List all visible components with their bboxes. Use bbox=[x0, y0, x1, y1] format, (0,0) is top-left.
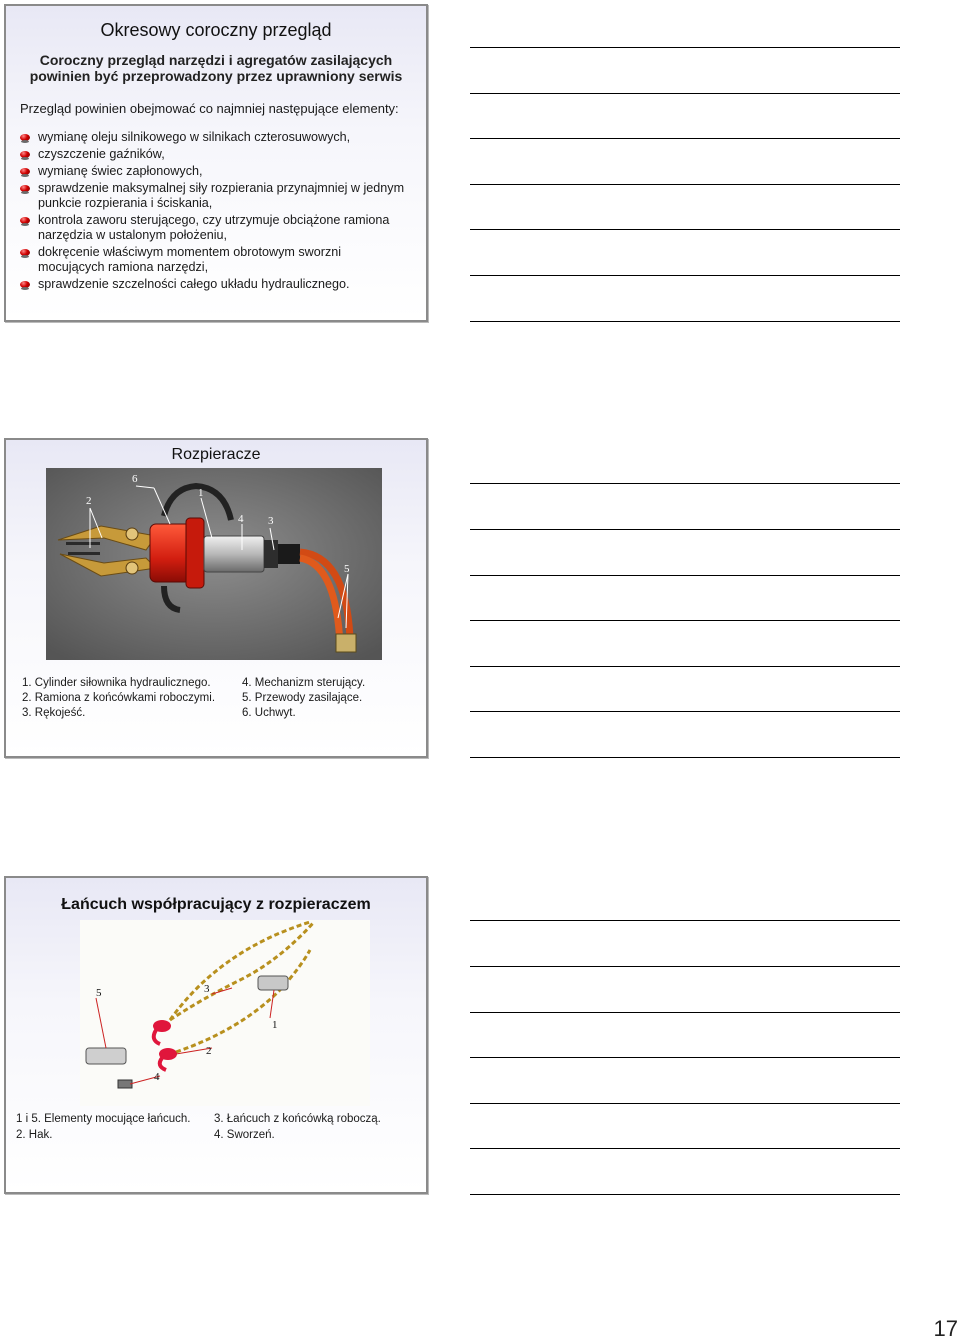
list-item: sprawdzenie maksymalnej siły rozpierania przynajmniej w jednym punkcie rozpierania i ściskania, bbox=[20, 181, 410, 211]
spreader-photo bbox=[46, 468, 382, 660]
bullet-icon bbox=[20, 168, 30, 175]
photo-label: 4 bbox=[154, 1071, 160, 1083]
inspection-list bbox=[20, 130, 410, 292]
slide-annual-inspection bbox=[4, 4, 428, 322]
bullet-icon bbox=[20, 151, 30, 158]
photo-label: 3 bbox=[204, 983, 210, 995]
slide-chain bbox=[4, 876, 428, 1194]
slide-title: Łańcuch współpracujący z rozpieraczem bbox=[61, 896, 371, 913]
photo-label: 2 bbox=[86, 495, 92, 507]
slide-title: Rozpieracze bbox=[171, 446, 261, 463]
intro-text: Przegląd powinien obejmować co najmniej następujące elementy: bbox=[20, 101, 399, 116]
photo-label: 4 bbox=[238, 513, 244, 525]
chain-photo bbox=[80, 920, 370, 1106]
caption-left: 1. Cylinder siłownika hydraulicznego. 2. Ramiona z końcówkami roboczymi. 3. Rękojeść. bbox=[22, 677, 216, 719]
caption-left: 1 i 5. Elementy mocujące łańcuch. 2. Hak. bbox=[16, 1113, 191, 1141]
list-item: wymianę oleju silnikowego w silnikach czterosuwowych, bbox=[20, 130, 410, 145]
slide-title: Okresowy coroczny przegląd bbox=[100, 20, 332, 40]
bullet-icon bbox=[20, 281, 30, 288]
bullet-icon bbox=[20, 249, 30, 256]
bullet-icon bbox=[20, 134, 30, 141]
caption-right: 4. Mechanizm sterujący. 5. Przewody zasilające. 6. Uchwyt. bbox=[242, 677, 366, 719]
bullet-icon bbox=[20, 217, 30, 224]
page-number: 17 bbox=[933, 1316, 958, 1341]
list-item: wymianę świec zapłonowych, bbox=[20, 164, 410, 179]
slide-subtitle-line1: Coroczny przegląd narzędzi i agregatów zasilających bbox=[39, 52, 393, 68]
caption-right: 3. Łańcuch z końcówką roboczą. 4. Sworzeń. bbox=[214, 1113, 381, 1141]
slide-subtitle-line2: powinien być przeprowadzony przez uprawniony serwis bbox=[29, 68, 403, 84]
list-item: czyszczenie gaźników, bbox=[20, 147, 410, 162]
photo-label: 6 bbox=[132, 473, 138, 485]
photo-label: 3 bbox=[268, 515, 274, 527]
list-item: sprawdzenie szczelności całego układu hydraulicznego. bbox=[20, 277, 410, 292]
photo-label: 5 bbox=[344, 563, 350, 575]
photo-label: 5 bbox=[96, 987, 102, 999]
list-item: kontrola zaworu sterującego, czy utrzymuje obciążone ramiona narzędzia w ustalonym położeniu, bbox=[20, 213, 410, 243]
photo-label: 1 bbox=[272, 1019, 278, 1031]
photo-label: 1 bbox=[198, 487, 204, 499]
photo-label: 2 bbox=[206, 1045, 212, 1057]
bullet-icon bbox=[20, 185, 30, 192]
slide-spreaders bbox=[4, 438, 428, 758]
list-item: dokręcenie właściwym momentem obrotowym sworzni mocujących ramiona narzędzi, bbox=[20, 245, 410, 275]
